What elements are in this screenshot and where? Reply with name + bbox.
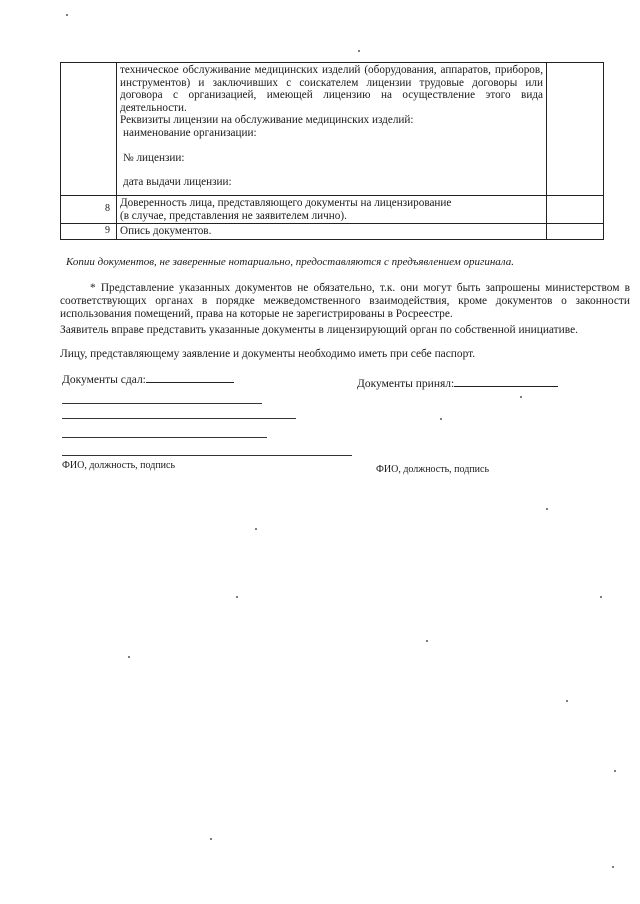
scan-speck bbox=[566, 700, 568, 702]
scan-speck bbox=[255, 528, 257, 530]
submitted-label: Документы сдал: bbox=[62, 374, 146, 386]
license-number-label: № лицензии: bbox=[123, 151, 185, 164]
row-mark-cell bbox=[547, 196, 604, 224]
copies-note: Копии документов, не заверенные нотариально, предоставляются с предъявлением оригинала. bbox=[66, 256, 514, 268]
footnote-paragraph: * Представление указанных документов не обязательно, т.к. они могут быть запрошены министерством в соответствующих органах в порядке межведомственного взаимодействия, кроме документов о законности использования помещений, права на которые не зарегистрированы в Росреестре. bbox=[60, 282, 630, 320]
scan-speck bbox=[614, 770, 616, 772]
power-of-attorney-text: Доверенность лица, представляющего документы на лицензирование bbox=[120, 197, 452, 209]
scan-speck bbox=[236, 596, 238, 598]
scan-speck bbox=[358, 50, 360, 52]
documents-table bbox=[60, 62, 604, 240]
signature-blank-line bbox=[62, 403, 262, 404]
table-row bbox=[61, 63, 604, 196]
row-description bbox=[117, 63, 547, 196]
organization-name-label: наименование организации: bbox=[123, 126, 257, 139]
table-row bbox=[61, 224, 604, 240]
signature-blank-line bbox=[62, 418, 296, 419]
scan-speck bbox=[612, 866, 614, 868]
row-description bbox=[117, 224, 547, 240]
row-mark-cell bbox=[547, 63, 604, 196]
table-row bbox=[61, 196, 604, 224]
row-number: 8 bbox=[61, 196, 117, 224]
scan-speck bbox=[546, 508, 548, 510]
received-signature-field bbox=[357, 375, 558, 390]
scan-speck bbox=[440, 418, 442, 420]
row-mark-cell bbox=[547, 224, 604, 240]
scan-speck bbox=[520, 396, 522, 398]
scan-speck bbox=[210, 838, 212, 840]
received-blank-line bbox=[454, 375, 558, 387]
scan-speck bbox=[128, 656, 130, 658]
row-description bbox=[117, 196, 547, 224]
license-requisites-label: Реквизиты лицензии на обслуживание медицинских изделий: bbox=[120, 114, 414, 127]
row-number bbox=[61, 63, 117, 196]
signature-blank-line bbox=[62, 455, 352, 456]
signature-blank-line bbox=[62, 437, 267, 438]
passport-paragraph: Лицу, представляющему заявление и документы необходимо иметь при себе паспорт. bbox=[60, 348, 476, 360]
submitted-blank-line bbox=[146, 371, 234, 383]
documents-inventory-text: Опись документов. bbox=[120, 225, 212, 238]
license-date-label: дата выдачи лицензии: bbox=[123, 176, 232, 189]
initiative-paragraph: Заявитель вправе представить указанные документы в лицензирующий орган по собственной инициативе. bbox=[60, 324, 578, 336]
scan-speck bbox=[600, 596, 602, 598]
fio-caption-right: ФИО, должность, подпись bbox=[376, 464, 490, 475]
scan-speck bbox=[426, 640, 428, 642]
submitted-signature-field bbox=[62, 371, 234, 386]
scan-speck bbox=[66, 14, 68, 16]
row-number: 9 bbox=[61, 224, 117, 240]
fio-caption-left: ФИО, должность, подпись bbox=[62, 460, 176, 471]
received-label: Документы принял: bbox=[357, 378, 455, 390]
maintenance-contracts-text: техническое обслуживание медицинских изделий (оборудования, аппаратов, приборов, инструментов) и заключивших с соискателем лицензии трудовые договоры или договора с организацией, имеющей лицензию на осуществление этого вида деятельности. bbox=[120, 64, 543, 114]
power-of-attorney-note: (в случае, представления не заявителем лично). bbox=[120, 209, 347, 222]
